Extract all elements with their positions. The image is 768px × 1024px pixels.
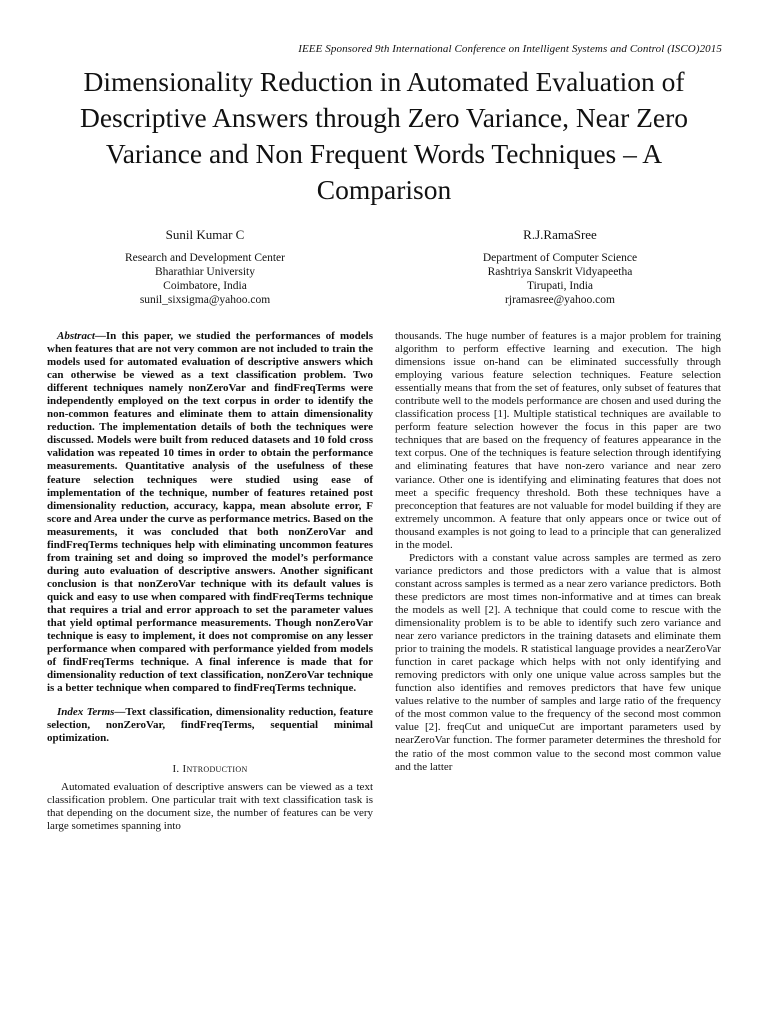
author-email: rjramasree@yahoo.com <box>505 294 615 306</box>
body-paragraph: Predictors with a constant value across samples are termed as zero variance predictors and those predictors with a value that is almost constant across samples is termed as a near zero variance predictors. Both these predictors are most times non-informative and at times can break the models as well [2]. A technique that could come to rescue with the dimensionality problem is to be able to identify such zero variance and near zero variance predictors in the training datasets and eliminate them prior to training the models. R statistical language provides a nearZeroVar function in caret package which helps with not only identifying and removing predictors with only one unique value across samples but the function also identifies and removes predictors that have few unique values relative to the number of samples and large ratio of the frequency of the most common value to the frequency of the second most common value [2]. freqCut and uniqueCut are important parameters used by nearZeroVar function. The former parameter determines the threshold for the ratio of the most common value to the second most common value and the latter <box>395 551 721 773</box>
abstract-label: Abstract <box>57 330 95 342</box>
left-column <box>47 330 373 833</box>
body-paragraph: thousands. The huge number of features is a major problem for training algorithm to perform effective learning and execution. The high dimensions issue on-hand can be eliminated successfully through employing various feature selection techniques. Feature selection essentially means that from the set of features, only subset of features that contribute well to the models performance are chosen and used during the classification process [1]. Multiple statistical techniques are available to perform feature selection however the focus in this paper are two techniques that are based on the frequency of features appearance in the text corpus. One of the techniques is feature selection through identifying and eliminating features that have non-zero variance and near zero variance. Other one is identifying and eliminating features that does not meet a specific frequency threshold. Both these techniques have a preconception that features are not valuable for model building if they are extremely uncommon. A feature that only appears once or twice out of thousand examples is not going to lead to a principle that can generalized in the model. <box>395 330 721 551</box>
index-terms-label: Index Terms <box>57 706 115 719</box>
abstract-text: —In this paper, we studied the performances of models when features that are not very common are not included to train the models used for automated evaluation of descriptive answers which can otherwise be viewed as a text classification problem. Two different techniques namely nonZeroVar and findFreqTerms were independently employed on the text corpus in order to identify the non-common features and eliminate them to attain dimensionality reduction. The implementation details of both the techniques were discussed. Models were built from reduced datasets and 10 fold cross validation was repeated 10 times in order to obtain the performance measurements. Quantitative analysis of the usefulness of these feature selection techniques were studied using ease of implementation of the technique, number of features retained post dimensionality reduction, accuracy, kappa, mean absolute error, F score and Area under the curve as performance metrics. Based on the measurements, it was concluded that both nonZeroVar and findFreqTerms techniques help with eliminating uncommon features from training set and doing so improved the model’s performance during auto evaluation of descriptive answers. Another significant conclusion is that nonZeroVar technique with its default values is quick and easy to use when compared with findFreqTerms technique that requires a trial and error approach to set the parameter values that yield optimal performance measurements. Though nonZeroVar technique is easy to implement, it does not compromise on any lesser performance when compared with performance yielded from models of findFreqTerms technique. A final inference is made that for dimensionality reduction of text classification, nonZeroVar technique is a better technique when compared to findFreqTerms technique. <box>47 330 373 695</box>
conference-header: IEEE Sponsored 9th International Conference on Intelligent Systems and Control (ISCO)2015 <box>298 43 722 55</box>
paper-title: Dimensionality Reduction in Automated Evaluation of Descriptive Answers through Zero Variance, Near Zero Variance and Non Frequent Words Techniques – A Comparison <box>79 66 689 205</box>
right-column <box>395 330 721 774</box>
index-terms-text: —Text classification, dimensionality reduction, feature selection, nonZeroVar, findFreqTerms, sequential minimal optimization. <box>47 706 373 745</box>
author-name: R.J.RamaSree <box>523 227 597 242</box>
author-email: sunil_sixsigma@yahoo.com <box>139 294 271 306</box>
author-affiliation: Tirupati, India <box>526 280 594 292</box>
author-name: Sunil Kumar C <box>165 227 245 242</box>
abstract <box>47 330 373 695</box>
section-heading: I. Introduction <box>172 763 248 776</box>
author-affiliation: Coimbatore, India <box>163 280 247 292</box>
intro-paragraph: Automated evaluation of descriptive answers can be viewed as a text classification problem. One particular trait with text classification task is that depending on the document size, the number of features can be very large sometimes spanning into <box>47 780 373 832</box>
author-affiliation: Research and Development Center <box>125 252 285 264</box>
author-affiliation: Rashtriya Sanskrit Vidyapeetha <box>487 266 633 278</box>
author-affiliation: Bharathiar University <box>155 266 255 278</box>
author-affiliation: Department of Computer Science <box>482 252 638 264</box>
author-block-2 <box>430 227 690 307</box>
author-block-1 <box>85 227 325 307</box>
index-terms <box>47 706 373 745</box>
